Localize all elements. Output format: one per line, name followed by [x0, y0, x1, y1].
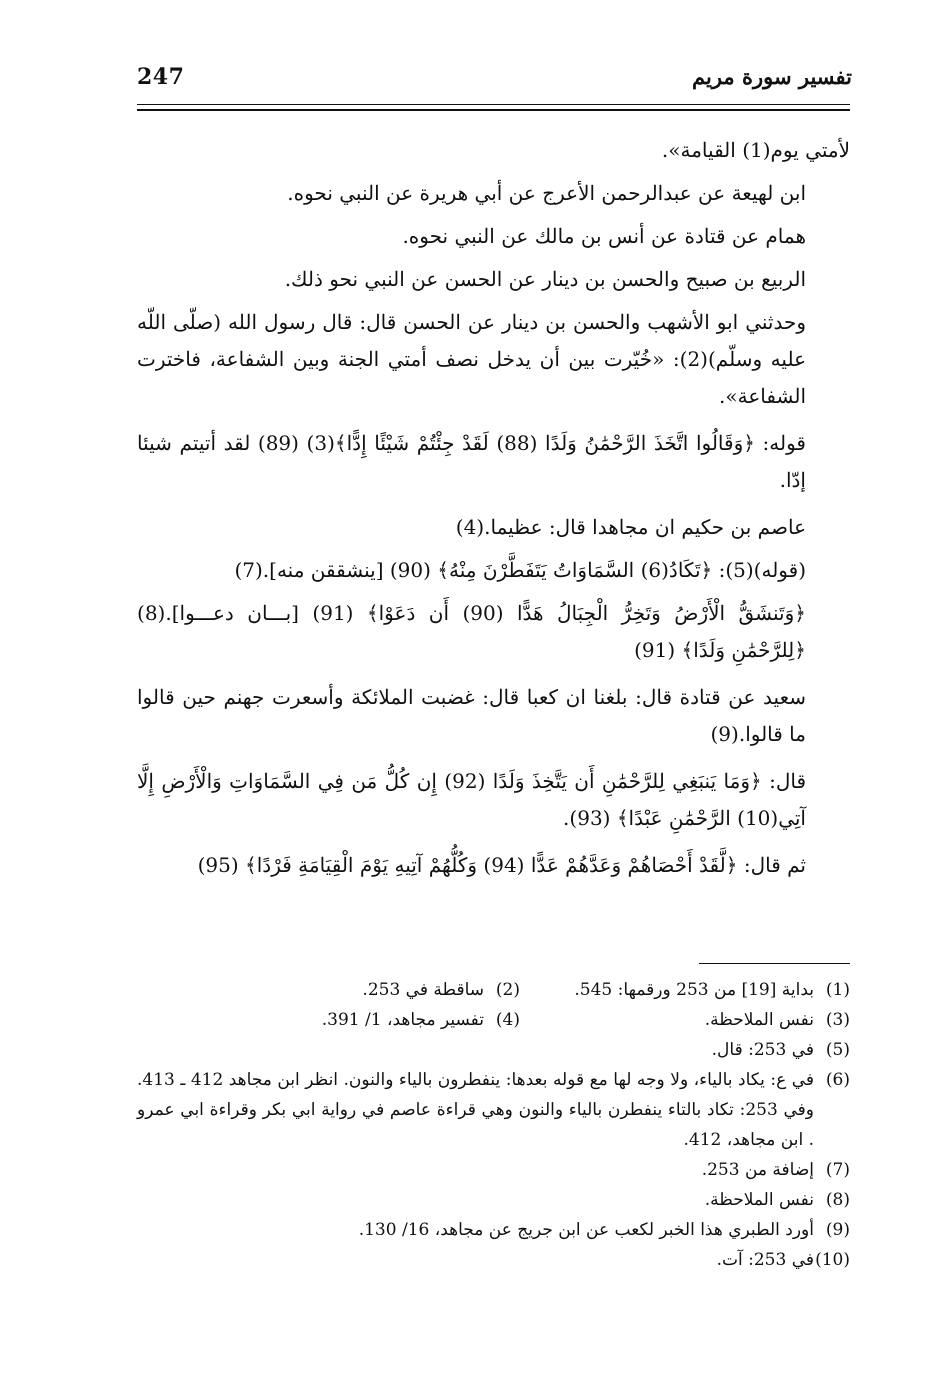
header-rule: [137, 104, 850, 105]
footnote-number: (6): [825, 1070, 850, 1090]
paragraph: وحدثني ابو الأشهب والحسن بن دينار عن الحسن قال: قال رسول الله (صلّى اللّه عليه وسلّم)(2): «خُيّرت بين أن يدخل نصف أمتي الجنة وبين الشفاعة، فاخترت الشفاعة».: [137, 310, 806, 408]
paragraph: الربيع بن صبيح والحسن بن دينار عن الحسن عن النبي نحو ذلك.: [284, 267, 806, 291]
footnote-3: [520, 1005, 850, 1035]
footnote-text: تفسير مجاهد، 1/ 391.: [321, 1010, 484, 1030]
footnote-text: أورد الطبري هذا الخبر لكعب عن ابن جريج عن مجاهد، 16/ 130.: [358, 1220, 814, 1240]
footnote-8: [137, 1185, 850, 1215]
footnote-5: [137, 1035, 850, 1065]
footnote-text: نفس الملاحظة.: [704, 1010, 814, 1030]
header-rule-double: [137, 109, 850, 111]
footnote-text: ساقطة في 253.: [362, 980, 484, 1000]
footnote-row: [137, 1005, 850, 1035]
footnote-number: (2): [495, 980, 520, 1000]
footnote-row: [137, 975, 850, 1005]
footnote-number: (3): [825, 1010, 850, 1030]
footnote-9: [137, 1215, 850, 1245]
body-text: [137, 132, 850, 894]
footnote-number: (4): [495, 1010, 520, 1030]
footnote-number: (8): [825, 1190, 850, 1210]
footnote-2: [362, 975, 520, 1005]
footnote-number: (7): [825, 1160, 850, 1180]
footnote-text: في 253: قال.: [711, 1040, 814, 1060]
paragraph: همام عن قتادة عن أنس بن مالك عن النبي نحوه.: [402, 224, 806, 248]
footnote-text: نفس الملاحظة.: [704, 1190, 814, 1210]
footnote-number: (5): [825, 1040, 850, 1060]
quran-paragraph: قال: ﴿وَمَا يَنبَغِي لِلرَّحْمَٰنِ أَن يَتَّخِذَ وَلَدًا (92) إِن كُلُّ مَن فِي السَّمَاوَاتِ وَالْأَرْضِ إِلَّا آتِي(10) الرَّحْمَٰنِ عَبْدًا﴾ (93).: [137, 769, 806, 830]
footnote-number: (1): [825, 980, 850, 1000]
paragraph: ابن لهيعة عن عبدالرحمن الأعرج عن أبي هريرة عن النبي نحوه.: [287, 181, 806, 205]
footnote-number: (9): [825, 1220, 850, 1240]
quran-paragraph: ﴿وَتَنشَقُّ الْأَرْضُ وَتَخِرُّ الْجِبَالُ هَدًّا (90) أَن دَعَوْا﴾ (91) [بـــان دعـــوا].(8) ﴿لِلرَّحْمَٰنِ وَلَدًا﴾ (91): [137, 601, 806, 662]
quran-paragraph: (قوله)(5): ﴿تَكَادُ(6) السَّمَاوَاتُ يَتَفَطَّرْنَ مِنْهُ﴾ (90) [ينشققن منه].(7): [234, 558, 806, 582]
paragraph: عاصم بن حكيم ان مجاهدا قال: عظيما.(4): [455, 515, 806, 539]
footnote-4: [322, 1005, 520, 1035]
page-number: 247: [137, 64, 185, 90]
footnote-10: [137, 1245, 850, 1275]
footnotes: [137, 975, 850, 1275]
running-title: تفسير سورة مريم: [692, 64, 852, 89]
quran-paragraph: قوله: ﴿وَقَالُوا اتَّخَذَ الرَّحْمَٰنُ وَلَدًا (88) لَقَدْ جِئْتُمْ شَيْئًا إِدًّا﴾(3) (89) لقد أتيتم شيئا إدّا.: [137, 431, 806, 492]
footnote-number: (10): [815, 1250, 850, 1270]
paragraph: سعيد عن قتادة قال: بلغنا ان كعبا قال: غضبت الملائكة وأسعرت جهنم حين قالوا ما قالوا.(9): [137, 685, 806, 746]
footnote-text: في ع: يكاد بالياء، ولا وجه لها مع قوله بعدها: ينفطرون بالياء والنون. انظر ابن مجاهد 412 ـ 413. وفي 253: تكاد بالتاء ينفطرن بالياء والنون وهي قراءة عاصم في رواية ابي بكر وقراءة ابي عمرو . ابن مجاهد، 412.: [137, 1070, 814, 1150]
footnote-6: [137, 1065, 850, 1155]
footnote-rule: [699, 963, 850, 964]
paragraph: لأمتي يوم(1) القيامة».: [661, 138, 850, 162]
footnote-text: إضافة من 253.: [701, 1160, 814, 1180]
quran-paragraph: ثم قال: ﴿لَّقَدْ أَحْصَاهُمْ وَعَدَّهُمْ عَدًّا (94) وَكُلُّهُمْ آتِيهِ يَوْمَ الْقِيَامَةِ فَرْدًا﴾ (95): [197, 853, 806, 877]
footnote-text: في 253: آت.: [716, 1250, 814, 1270]
footnote-1: [520, 975, 850, 1005]
footnote-7: [137, 1155, 850, 1185]
footnote-text: بداية [19] من 253 ورقمها: 545.: [574, 980, 814, 1000]
